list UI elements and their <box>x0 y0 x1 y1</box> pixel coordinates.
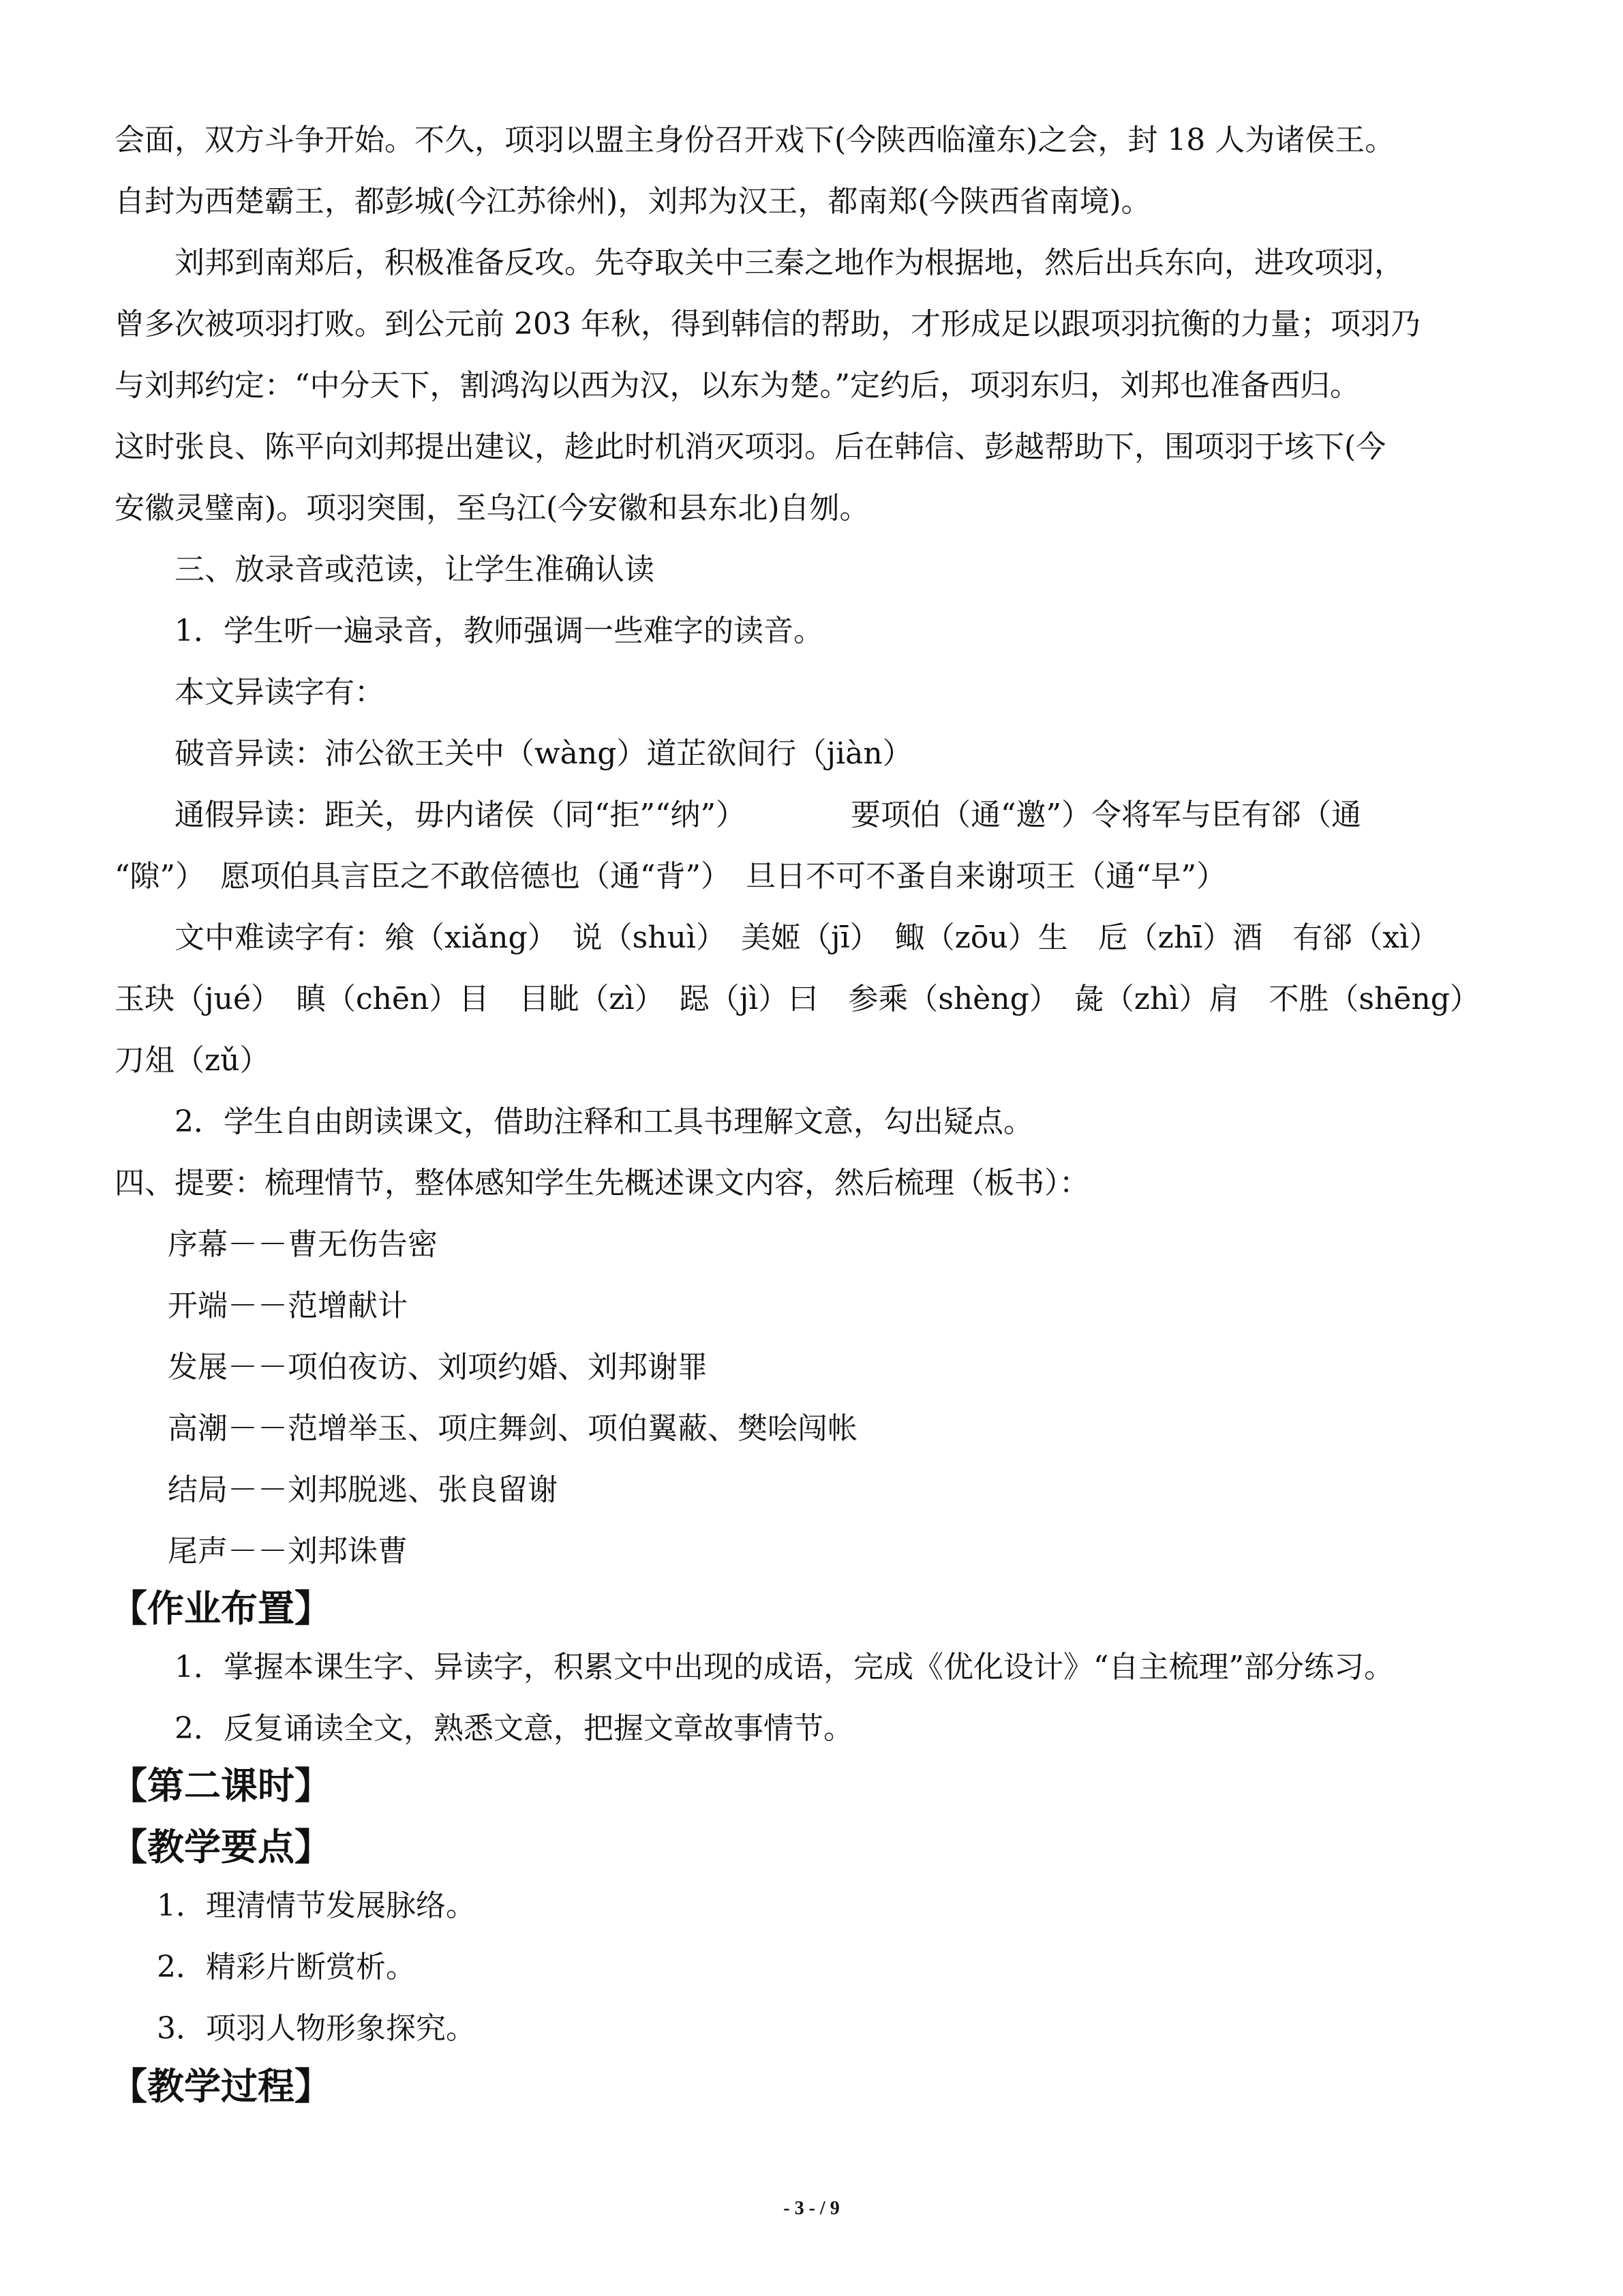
text-line: 2．精彩片断赏析。 <box>157 1950 416 1984</box>
section-heading: 【作业布置】 <box>110 1587 331 1630</box>
page-number: - 3 - / 9 <box>783 2198 840 2219</box>
section-title: 四、提要：梳理情节，整体感知学生先概述课文内容，然后梳理（板书）： <box>115 1166 1089 1200</box>
text-line: 安徽灵璧南)。项羽突围，至乌江(今安徽和县东北)自刎。 <box>115 491 870 526</box>
text-line: 刀俎（zǔ） <box>115 1043 270 1078</box>
text-line: 文中难读字有：飨（xiǎng） 说（shuì） 美姬（jī） 鲰（zōu）生 卮（zhī）酒 有郤（xì） <box>175 920 1440 955</box>
text-line: 2．学生自由朗读课文，借助注释和工具书理解文意，勾出疑点。 <box>175 1104 1033 1139</box>
outline-item: 开端－－范增献计 <box>168 1288 408 1323</box>
text-line: 2．反复诵读全文，熟悉文意，把握文章故事情节。 <box>175 1711 853 1746</box>
text-line: 本文异读字有： <box>175 675 384 710</box>
text-line: 3．项羽人物形象探究。 <box>157 2011 476 2046</box>
text-line: 破音异读：沛公欲王关中（wàng）道芷欲间行（jiàn） <box>175 736 913 771</box>
text-line: 1．掌握本课生字、异读字，积累文中出现的成语，完成《优化设计》“自主梳理”部分练习。 <box>175 1650 1394 1685</box>
text-line: 与刘邦约定：“中分天下，割鸿沟以西为汉，以东为楚。”定约后，项羽东归，刘邦也准备西归。 <box>115 368 1360 403</box>
outline-item: 结局－－刘邦脱逃、张良留谢 <box>168 1472 558 1507</box>
text-line: 自封为西楚霸王，都彭城(今江苏徐州)，刘邦为汉王，都南郑(今陕西省南境)。 <box>115 184 1151 219</box>
text-line: 这时张良、陈平向刘邦提出建议，趁此时机消灭项羽。后在韩信、彭越帮助下，围项羽于垓下(今 <box>115 429 1386 464</box>
outline-item: 发展－－项伯夜访、刘项约婚、刘邦谢罪 <box>168 1350 708 1385</box>
text-line: 曾多次被项羽打败。到公元前 203 年秋，得到韩信的帮助，才形成足以跟项羽抗衡的力量；项羽乃 <box>115 307 1421 342</box>
text-line: “隙”） 愿项伯具言臣之不敢倍德也（通“背”） 旦日不可不蚤自来谢项王（通“早”） <box>115 859 1226 894</box>
outline-item: 序幕－－曹无伤告密 <box>168 1227 438 1262</box>
text-line: 玉玦（jué） 瞋（chēn）目 目眦（zì） 跽（jì）曰 参乘（shèng） 彘（zhì）肩 不胜（shēng） <box>115 982 1480 1016</box>
text-line: 通假异读：距关，毋内诸侯（同“拒”“纳”） 要项伯（通“邀”）令将军与臣有郤（通 <box>175 798 1361 832</box>
outline-item: 尾声－－刘邦诛曹 <box>168 1534 408 1569</box>
text-line: 会面，双方斗争开始。不久，项羽以盟主身份召开戏下(今陕西临潼东)之会，封 18 人为诸侯王。 <box>115 123 1395 157</box>
text-line: 1．学生听一遍录音，教师强调一些难字的读音。 <box>175 614 823 648</box>
section-heading: 【第二课时】 <box>110 1764 331 1807</box>
section-heading: 【教学要点】 <box>110 1826 331 1869</box>
section-title: 三、放录音或范读，让学生准确认读 <box>175 552 654 587</box>
text-line: 刘邦到南郑后，积极准备反攻。先夺取关中三秦之地作为根据地，然后出兵东向，进攻项羽， <box>175 245 1404 280</box>
outline-item: 高潮－－范增举玉、项庄舞剑、项伯翼蔽、樊哙闯帐 <box>168 1411 858 1446</box>
text-line: 1．理清情节发展脉络。 <box>157 1888 476 1923</box>
section-heading: 【教学过程】 <box>110 2065 331 2108</box>
